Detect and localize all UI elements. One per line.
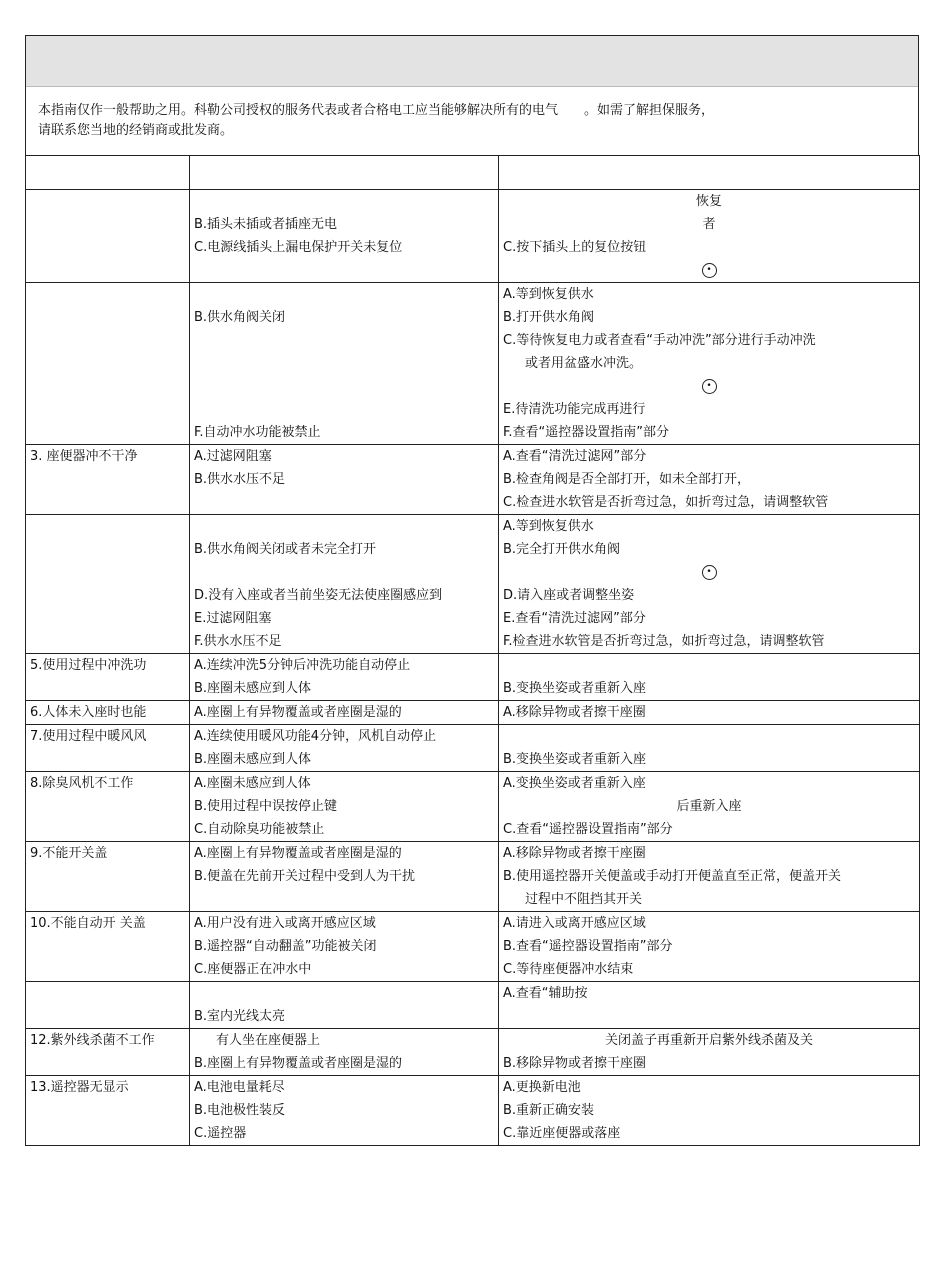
cause-cell xyxy=(190,701,499,725)
cell-line xyxy=(499,561,919,584)
table-row xyxy=(26,725,920,772)
solution-cell xyxy=(499,190,920,283)
cell-line: E.过滤网阻塞 xyxy=(194,611,272,626)
intro-line-1: 本指南仅作一般帮助之用。科勒公司授权的服务代表或者合格电工应当能够解决所有的电气 。如需了解担保服务， xyxy=(38,103,715,118)
intro-box xyxy=(25,35,919,156)
issue-cell xyxy=(26,283,190,445)
cell-line: C.自动除臭功能被禁止 xyxy=(194,822,325,837)
cause-cell xyxy=(190,772,499,842)
cause-cell xyxy=(190,912,499,982)
table-header-row xyxy=(26,156,920,190)
cell-line: B.供水角阀关闭 xyxy=(194,310,286,325)
table-row xyxy=(26,190,920,283)
cell-line: C.座便器正在冲水中 xyxy=(194,962,312,977)
cause-cell xyxy=(190,283,499,445)
cell-line: F.查看“遥控器设置指南”部分 xyxy=(503,425,669,440)
solution-cell xyxy=(499,445,920,515)
cell-line: C.电源线插头上漏电保护开关未复位 xyxy=(194,240,403,255)
cause-cell xyxy=(190,654,499,701)
cell-line: 过程中不阻挡其开关 xyxy=(525,892,643,907)
cell-spacer xyxy=(26,677,189,700)
cell-spacer xyxy=(26,607,189,630)
cell-line: B.遥控器“自动翻盖”功能被关闭 xyxy=(194,939,377,954)
cell-line: B.移除异物或者擦干座圈 xyxy=(503,1056,647,1071)
table-row xyxy=(26,283,920,445)
cell-spacer xyxy=(26,958,189,981)
cell-line: C.遥控器 xyxy=(194,1126,247,1141)
cell-line: A.等到恢复供水 xyxy=(503,287,594,302)
solution-cell xyxy=(499,912,920,982)
cell-line xyxy=(26,283,189,306)
cell-line xyxy=(499,259,919,282)
cell-line: B.座圈上有异物覆盖或者座圈是湿的 xyxy=(194,1056,403,1071)
cell-line: 或者用盆盛水冲洗。 xyxy=(525,356,643,371)
cell-spacer xyxy=(26,468,189,491)
cell-line xyxy=(190,888,498,911)
cell-line: 3. 座便器冲不干净 xyxy=(30,449,138,464)
table-row xyxy=(26,701,920,725)
cell-line: 6.人体未入座时也能 xyxy=(30,705,147,720)
cell-spacer xyxy=(26,561,189,584)
solution-cell xyxy=(499,1029,920,1076)
cell-spacer xyxy=(26,375,189,398)
cell-line: A.查看“清洗过滤网”部分 xyxy=(503,449,647,464)
cell-line: A.移除异物或者擦干座圈 xyxy=(503,846,646,861)
cell-line xyxy=(499,375,919,398)
cell-line: C.按下插头上的复位按钮 xyxy=(503,240,647,255)
cell-line: A.查看“辅助按 xyxy=(503,986,588,1001)
cell-line xyxy=(190,515,498,538)
table-row xyxy=(26,1029,920,1076)
cell-line xyxy=(190,398,498,421)
cell-spacer xyxy=(26,213,189,236)
cell-spacer xyxy=(26,1099,189,1122)
cell-line: B.变换坐姿或者重新入座 xyxy=(503,752,647,767)
cell-line: A.连续冲洗5分钟后冲洗功能自动停止 xyxy=(194,658,411,673)
solution-cell xyxy=(499,1076,920,1146)
troubleshooting-table xyxy=(25,155,920,1146)
cell-spacer xyxy=(26,818,189,841)
table-row xyxy=(26,654,920,701)
cell-line: C.等待座便器冲水结束 xyxy=(503,962,634,977)
cell-line: 7.使用过程中暖风风 xyxy=(30,729,147,744)
circled-symbol-icon: • xyxy=(702,565,717,580)
cell-line: A.连续使用暖风功能4分钟，风机自动停止 xyxy=(194,729,437,744)
cause-cell xyxy=(190,1076,499,1146)
cell-line xyxy=(190,190,498,213)
issue-cell xyxy=(26,515,190,654)
table-row xyxy=(26,842,920,912)
cell-line: A.座圈上有异物覆盖或者座圈是湿的 xyxy=(194,705,402,720)
cell-line: B.完全打开供水角阀 xyxy=(503,542,621,557)
cause-cell xyxy=(190,190,499,283)
cell-line: B.电池极性装反 xyxy=(194,1103,286,1118)
cell-line: B.检查角阀是否全部打开，如未全部打开， xyxy=(503,472,751,487)
solution-cell xyxy=(499,725,920,772)
cell-line: 8.除臭风机不工作 xyxy=(30,776,134,791)
cell-line: A.用户没有进入或离开感应区域 xyxy=(194,916,376,931)
cell-line: 后重新入座 xyxy=(676,799,742,814)
intro-line-2: 请联系您当地的经销商或批发商。 xyxy=(38,123,234,138)
cell-spacer xyxy=(26,630,189,653)
header-cell-solution xyxy=(499,156,920,190)
issue-cell xyxy=(26,190,190,283)
issue-cell xyxy=(26,772,190,842)
cell-line: A.等到恢复供水 xyxy=(503,519,594,534)
cell-line xyxy=(499,725,919,748)
cell-spacer xyxy=(26,748,189,771)
cell-line: E.查看“清洗过滤网”部分 xyxy=(503,611,646,626)
cell-line: B.便盖在先前开关过程中受到人为干扰 xyxy=(194,869,416,884)
cell-spacer xyxy=(26,259,189,282)
table-row xyxy=(26,912,920,982)
table-row xyxy=(26,772,920,842)
cell-line: 13.遥控器无显示 xyxy=(30,1080,129,1095)
cell-line: B.供水角阀关闭或者未完全打开 xyxy=(194,542,377,557)
troubleshooting-page xyxy=(25,35,919,1146)
cause-cell xyxy=(190,725,499,772)
cell-line: 12.紫外线杀菌不工作 xyxy=(30,1033,155,1048)
cell-line: 10.不能自动开 关盖 xyxy=(30,916,146,931)
cell-spacer xyxy=(26,584,189,607)
cell-line xyxy=(190,561,498,584)
cell-line xyxy=(26,515,189,538)
cause-cell xyxy=(190,982,499,1029)
cell-line: B.打开供水角阀 xyxy=(503,310,595,325)
solution-cell xyxy=(499,654,920,701)
cell-spacer xyxy=(26,1052,189,1075)
issue-cell xyxy=(26,842,190,912)
cell-line: B.插头未插或者插座无电 xyxy=(194,217,338,232)
solution-cell xyxy=(499,842,920,912)
cell-line: 9.不能开关盖 xyxy=(30,846,108,861)
cell-line: A.电池电量耗尽 xyxy=(194,1080,285,1095)
cell-spacer xyxy=(26,398,189,421)
cell-line: B.重新正确安装 xyxy=(503,1103,595,1118)
cell-line: F.检查进水软管是否折弯过急，如折弯过急，请调整软管 xyxy=(503,634,825,649)
cell-spacer xyxy=(26,306,189,329)
cell-line: 5.使用过程中冲洗功 xyxy=(30,658,147,673)
cell-line: B.座圈未感应到人体 xyxy=(194,752,312,767)
cell-line: D.请入座或者调整坐姿 xyxy=(503,588,635,603)
cell-line: 有人坐在座便器上 xyxy=(216,1033,321,1048)
cell-line: B.供水水压不足 xyxy=(194,472,286,487)
cell-line: A.过滤网阻塞 xyxy=(194,449,272,464)
cell-line xyxy=(499,1005,919,1028)
cell-line: B.座圈未感应到人体 xyxy=(194,681,312,696)
cell-line: A.座圈上有异物覆盖或者座圈是湿的 xyxy=(194,846,402,861)
cell-spacer xyxy=(26,795,189,818)
cell-spacer xyxy=(26,865,189,888)
circled-symbol-icon: • xyxy=(702,379,717,394)
cell-line: F.供水水压不足 xyxy=(194,634,282,649)
cell-line: A.请进入或离开感应区域 xyxy=(503,916,646,931)
cell-line: A.更换新电池 xyxy=(503,1080,581,1095)
cell-line: B.查看“遥控器设置指南”部分 xyxy=(503,939,673,954)
cell-spacer xyxy=(26,1005,189,1028)
table-row xyxy=(26,982,920,1029)
table-row xyxy=(26,445,920,515)
cause-cell xyxy=(190,1029,499,1076)
issue-cell xyxy=(26,982,190,1029)
cell-line xyxy=(26,190,189,213)
cell-spacer xyxy=(26,491,189,514)
cell-line: C.查看“遥控器设置指南”部分 xyxy=(503,822,673,837)
cell-line: D.没有入座或者当前坐姿无法使座圈感应到 xyxy=(194,588,443,603)
cell-spacer xyxy=(26,1122,189,1145)
cell-line xyxy=(190,491,498,514)
cell-line xyxy=(190,329,498,352)
table-row xyxy=(26,515,920,654)
cell-line: B.使用遥控器开关便盖或手动打开便盖直至正常，便盖开关 xyxy=(503,869,842,884)
cell-spacer xyxy=(26,236,189,259)
cell-line: 者 xyxy=(702,217,716,232)
cell-line: A.座圈未感应到人体 xyxy=(194,776,311,791)
cell-line: 恢复 xyxy=(695,194,722,209)
solution-cell xyxy=(499,515,920,654)
cell-line xyxy=(190,982,498,1005)
cell-spacer xyxy=(26,421,189,444)
solution-cell xyxy=(499,701,920,725)
intro-text xyxy=(26,87,918,155)
cell-line xyxy=(190,375,498,398)
cell-line: 关闭盖子再重新开启紫外线杀菌及关 xyxy=(604,1033,813,1048)
table-row xyxy=(26,1076,920,1146)
cell-line: B.变换坐姿或者重新入座 xyxy=(503,681,647,696)
issue-cell xyxy=(26,1076,190,1146)
solution-cell xyxy=(499,982,920,1029)
cell-line: B.室内光线太亮 xyxy=(194,1009,286,1024)
cell-spacer xyxy=(26,329,189,352)
header-cell-issue xyxy=(26,156,190,190)
circled-symbol-icon: • xyxy=(702,263,717,278)
cell-line: E.待清洗功能完成再进行 xyxy=(503,402,646,417)
issue-cell xyxy=(26,1029,190,1076)
cell-spacer xyxy=(26,935,189,958)
cell-line: B.使用过程中误按停止键 xyxy=(194,799,338,814)
cell-line: F.自动冲水功能被禁止 xyxy=(194,425,321,440)
issue-cell xyxy=(26,725,190,772)
header-cell-cause xyxy=(190,156,499,190)
cell-line: C.检查进水软管是否折弯过急，如折弯过急，请调整软管 xyxy=(503,495,829,510)
cell-line xyxy=(190,283,498,306)
cell-line xyxy=(499,654,919,677)
cause-cell xyxy=(190,445,499,515)
cell-line: C.靠近座便器或落座 xyxy=(503,1126,621,1141)
issue-cell xyxy=(26,701,190,725)
cell-spacer xyxy=(26,538,189,561)
cell-line: A.变换坐姿或者重新入座 xyxy=(503,776,646,791)
cell-line: A.移除异物或者擦干座圈 xyxy=(503,705,646,720)
issue-cell xyxy=(26,654,190,701)
cell-spacer xyxy=(26,352,189,375)
cause-cell xyxy=(190,515,499,654)
cell-line xyxy=(190,259,498,282)
cell-line: C.等待恢复电力或者查看“手动冲洗”部分进行手动冲洗 xyxy=(503,333,816,348)
cell-spacer xyxy=(26,888,189,911)
solution-cell xyxy=(499,772,920,842)
issue-cell xyxy=(26,445,190,515)
issue-cell xyxy=(26,912,190,982)
cell-line xyxy=(26,982,189,1005)
header-banner xyxy=(26,36,918,87)
cause-cell xyxy=(190,842,499,912)
solution-cell xyxy=(499,283,920,445)
cell-line xyxy=(190,352,498,375)
